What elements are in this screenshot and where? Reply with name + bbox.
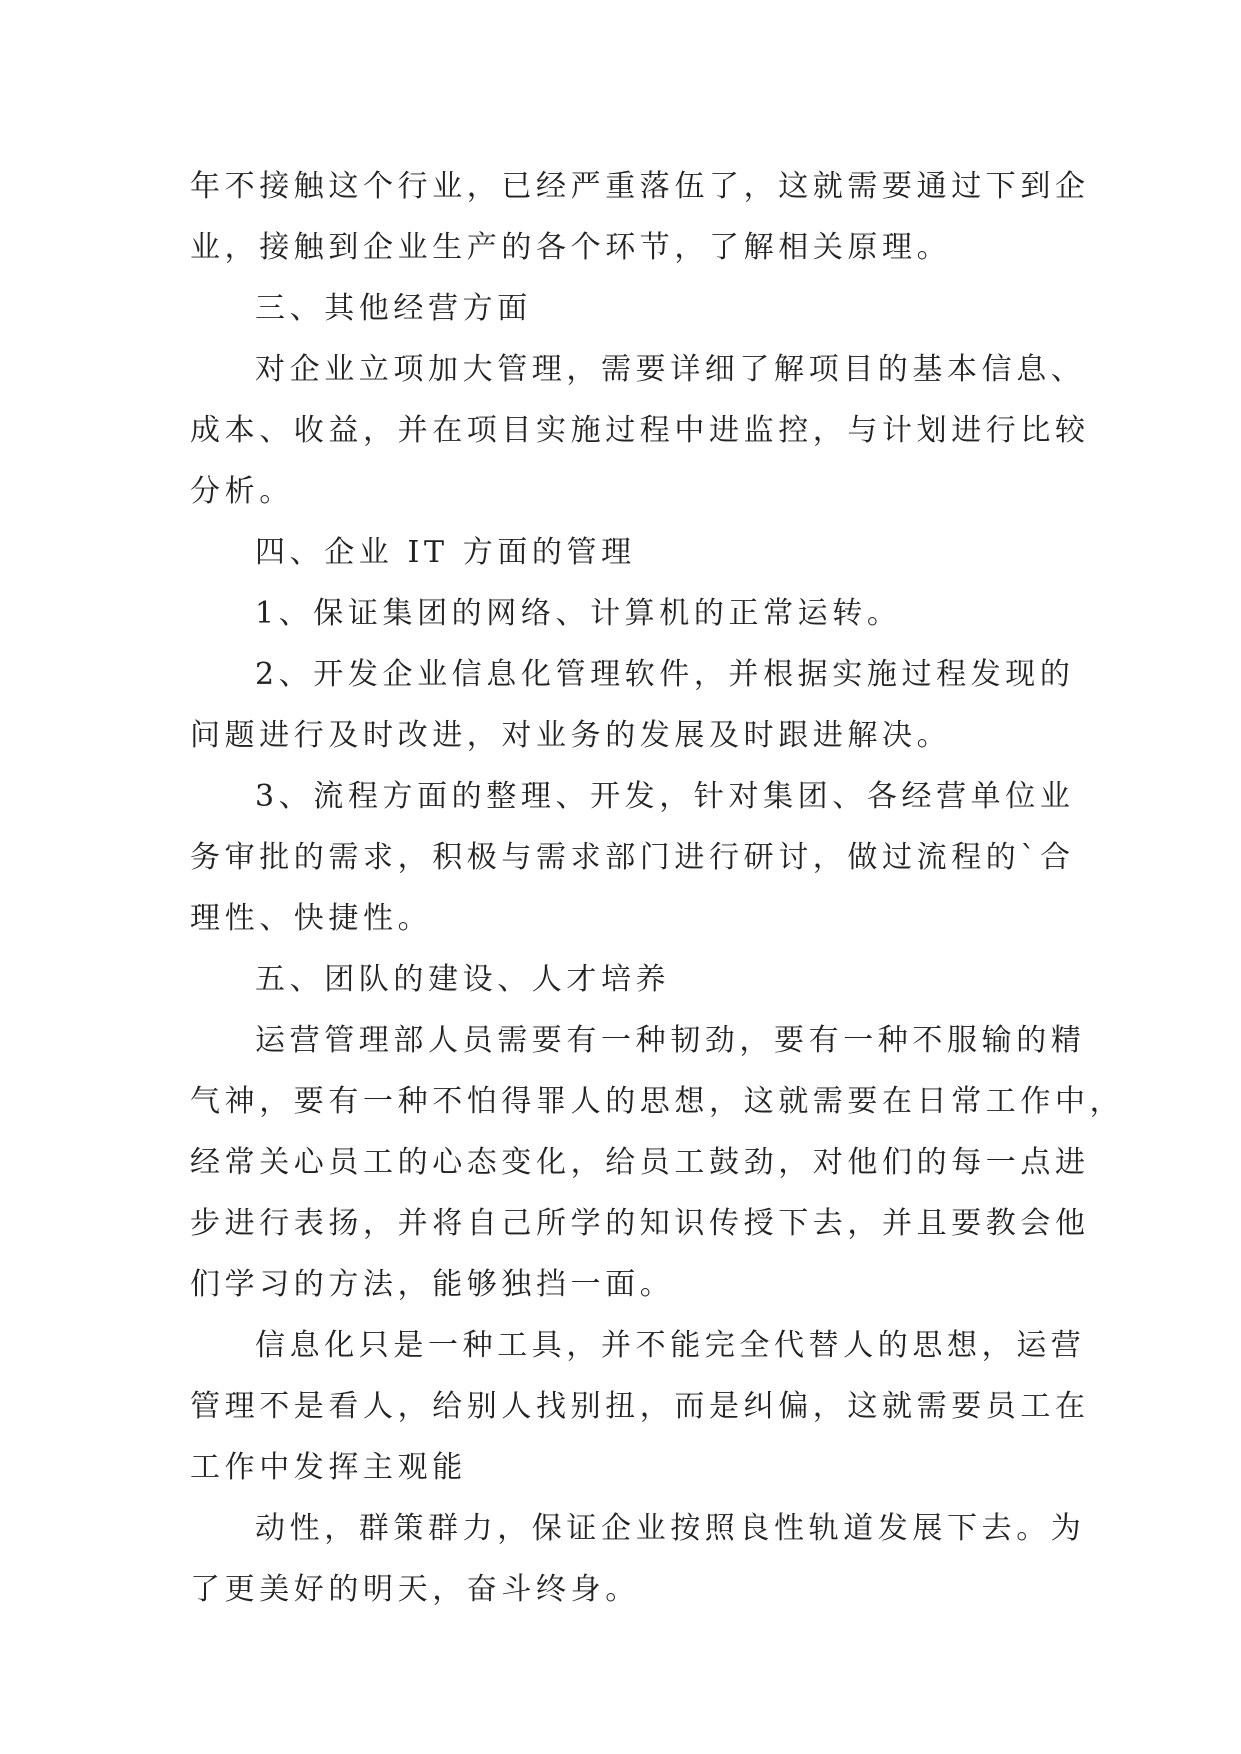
paragraph-closing [190,1498,1086,1620]
text-line: 1、保证集团的网络、计算机的正常运转。 [255,596,902,631]
text-line: 对企业立项加大管理，需要详细了解项目的基本信息、 [255,352,1086,387]
paragraph-informatization [190,1315,1090,1498]
text-line: 步进行表扬，并将自己所学的知识传授下去，并且要教会他 [190,1206,1090,1241]
text-line: 分析。 [190,474,294,509]
paragraph-1 [190,156,1090,278]
text-line: 经常关心员工的心态变化，给员工鼓劲，对他们的每一点进 [190,1145,1090,1180]
section-heading-3 [190,278,1060,339]
paragraph-team [190,1010,1125,1315]
text-line: 运营管理部人员需要有一种韧劲，要有一种不服输的精 [255,1023,1086,1058]
text-line: 信息化只是一种工具，并不能完全代替人的思想，运营 [255,1328,1086,1363]
text-line: 管理不是看人，给别人找别扭，而是纠偏，这就需要员工在 [190,1389,1090,1424]
section-heading-5 [190,949,1060,1010]
heading-text: 五、团队的建设、人才培养 [255,962,671,997]
text-line: 理性、快捷性。 [190,901,433,936]
text-line: 成本、收益，并在项目实施过程中进监控，与计划进行比较 [190,413,1090,448]
heading-text: 三、其他经营方面 [255,291,532,326]
list-item-1 [190,583,1060,644]
document-body [190,156,1125,1620]
text-line: 们学习的方法，能够独挡一面。 [190,1267,675,1302]
list-item-2 [190,644,1075,766]
text-line: 2、开发企业信息化管理软件，并根据实施过程发现的 [255,657,1075,692]
text-line: 问题进行及时改进，对业务的发展及时跟进解决。 [190,718,952,753]
text-line: 了更美好的明天，奋斗终身。 [190,1572,640,1607]
paragraph-3 [190,339,1090,522]
text-line: 3、流程方面的整理、开发，针对集团、各经营单位业 [255,779,1075,814]
list-item-3 [190,766,1075,949]
text-line: 业，接触到企业生产的各个环节，了解相关原理。 [190,230,952,265]
section-heading-4 [190,522,1060,583]
text-line: 务审批的需求，积极与需求部门进行研讨，做过流程的`合 [190,840,1075,875]
text-line: 气神，要有一种不怕得罪人的思想，这就需要在日常工作中， [190,1084,1125,1119]
text-line: 年不接触这个行业，已经严重落伍了，这就需要通过下到企 [190,169,1090,204]
heading-text: 四、企业 IT 方面的管理 [255,535,636,570]
text-line: 动性，群策群力，保证企业按照良性轨道发展下去。为 [255,1511,1086,1546]
text-line: 工作中发挥主观能 [190,1450,467,1485]
